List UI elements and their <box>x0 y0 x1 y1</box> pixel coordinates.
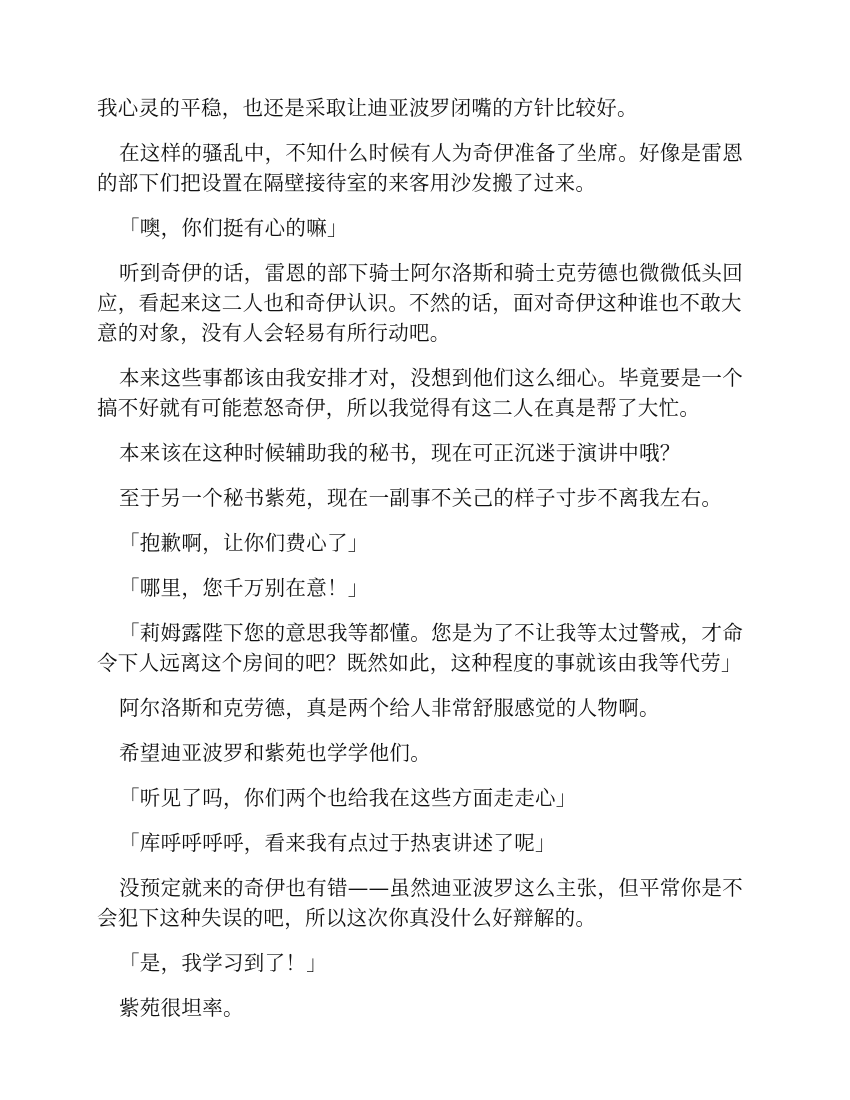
paragraph: 我心灵的平稳，也还是采取让迪亚波罗闭嘴的方针比较好。 <box>97 96 638 120</box>
paragraph: 没预定就来的奇伊也有错——虽然迪亚波罗这么主张，但平常你是不会犯下这种失误的吧，所以这次你真没什么好辩解的。 <box>97 876 743 930</box>
dialogue-line: 「库呼呼呼呼，看来我有点过于热衷讲述了呢」 <box>119 831 556 855</box>
dialogue-line: 「听见了吗，你们两个也给我在这些方面走走心」 <box>119 786 577 810</box>
paragraph: 希望迪亚波罗和紫苑也学学他们。 <box>119 741 431 765</box>
paragraph: 阿尔洛斯和克劳德，真是两个给人非常舒服感觉的人物啊。 <box>119 696 660 720</box>
paragraph: 本来该在这种时候辅助我的秘书，现在可正沉迷于演讲中哦？ <box>119 441 681 465</box>
paragraph: 本来这些事都该由我安排才对，没想到他们这么细心。毕竟要是一个搞不好就有可能惹怒奇伊，所以我觉得有这二人在真是帮了大忙。 <box>97 366 743 420</box>
document-page <box>97 93 757 1038</box>
dialogue-line: 「抱歉啊，让你们费心了」 <box>119 531 369 555</box>
paragraph: 紫苑很坦率。 <box>119 996 244 1020</box>
dialogue-line: 「莉姆露陛下您的意思我等都懂。您是为了不让我等太过警戒，才命令下人远离这个房间的吧？既然如此，这种程度的事就该由我等代劳」 <box>97 621 743 675</box>
dialogue-line: 「哪里，您千万别在意！」 <box>119 576 369 600</box>
dialogue-line: 「是，我学习到了！」 <box>119 951 327 975</box>
paragraph: 在这样的骚乱中，不知什么时候有人为奇伊准备了坐席。好像是雷恩的部下们把设置在隔壁接待室的来客用沙发搬了过来。 <box>97 141 743 195</box>
dialogue-line: 「噢，你们挺有心的嘛」 <box>119 216 348 240</box>
paragraph: 至于另一个秘书紫苑，现在一副事不关己的样子寸步不离我左右。 <box>119 486 723 510</box>
paragraph: 听到奇伊的话，雷恩的部下骑士阿尔洛斯和骑士克劳德也微微低头回应，看起来这二人也和奇伊认识。不然的话，面对奇伊这种谁也不敢大意的对象，没有人会轻易有所行动吧。 <box>97 261 743 345</box>
